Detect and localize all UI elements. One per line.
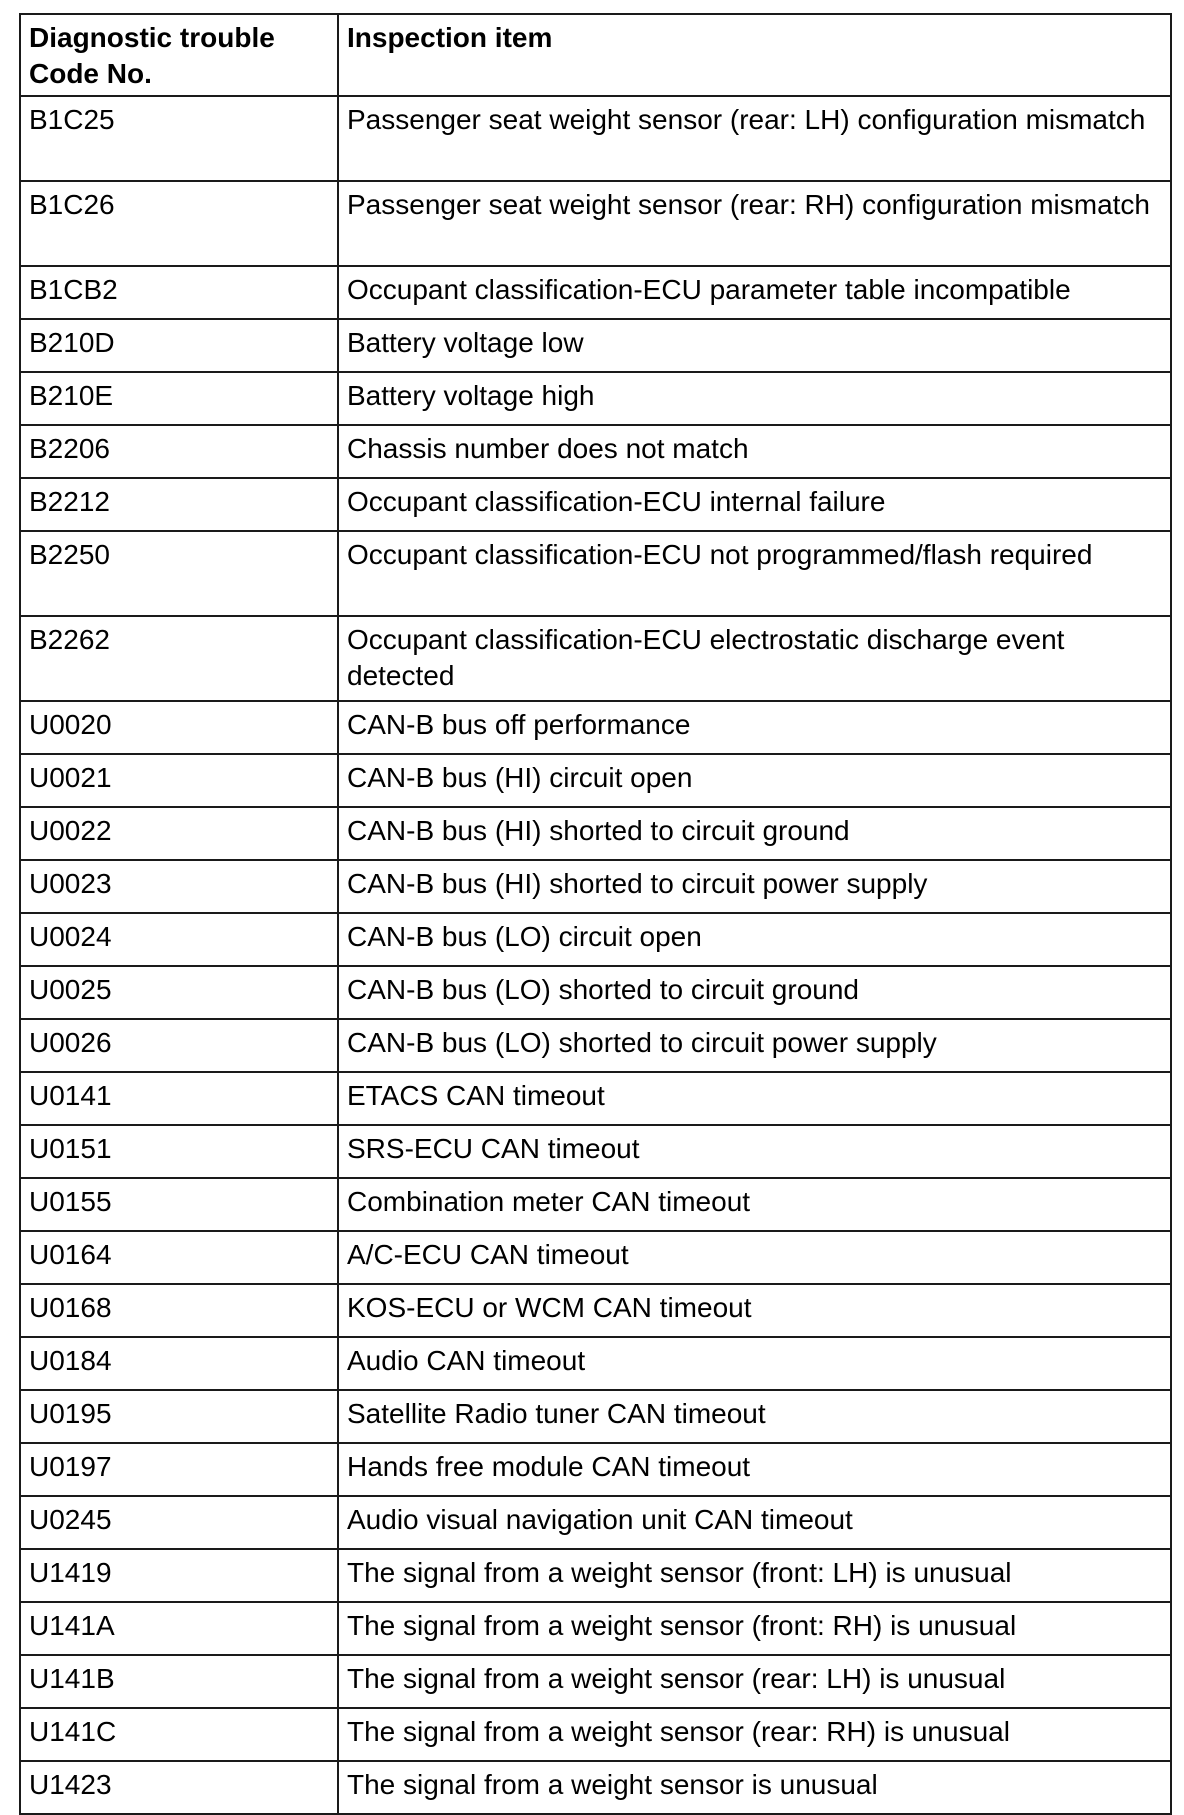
dtc-code: U0168 bbox=[20, 1284, 338, 1337]
inspection-item: The signal from a weight sensor (front: LH) is unusual bbox=[338, 1549, 1171, 1602]
dtc-code: U0164 bbox=[20, 1231, 338, 1284]
dtc-code: U0184 bbox=[20, 1337, 338, 1390]
table-row bbox=[20, 1496, 1171, 1549]
table-row bbox=[20, 372, 1171, 425]
dtc-code: U0141 bbox=[20, 1072, 338, 1125]
inspection-item: The signal from a weight sensor (front: RH) is unusual bbox=[338, 1602, 1171, 1655]
table-row bbox=[20, 531, 1171, 616]
inspection-item: Battery voltage high bbox=[338, 372, 1171, 425]
table-row bbox=[20, 1337, 1171, 1390]
inspection-item: Passenger seat weight sensor (rear: RH) configuration mismatch bbox=[338, 181, 1171, 266]
inspection-item: The signal from a weight sensor (rear: RH) is unusual bbox=[338, 1708, 1171, 1761]
dtc-code: U0023 bbox=[20, 860, 338, 913]
dtc-code: B210E bbox=[20, 372, 338, 425]
dtc-code: B2212 bbox=[20, 478, 338, 531]
inspection-item: CAN-B bus (HI) shorted to circuit ground bbox=[338, 807, 1171, 860]
table-row bbox=[20, 1125, 1171, 1178]
table-row bbox=[20, 425, 1171, 478]
inspection-item: KOS-ECU or WCM CAN timeout bbox=[338, 1284, 1171, 1337]
inspection-item: Occupant classification-ECU electrostatic discharge event detected bbox=[338, 616, 1171, 701]
dtc-code: U141C bbox=[20, 1708, 338, 1761]
dtc-code: U0245 bbox=[20, 1496, 338, 1549]
header-code: Diagnostic trouble Code No. bbox=[20, 14, 338, 96]
dtc-code: B210D bbox=[20, 319, 338, 372]
dtc-code: U0022 bbox=[20, 807, 338, 860]
inspection-item: SRS-ECU CAN timeout bbox=[338, 1125, 1171, 1178]
inspection-item: Chassis number does not match bbox=[338, 425, 1171, 478]
table-row bbox=[20, 913, 1171, 966]
table-row bbox=[20, 1761, 1171, 1814]
dtc-code: U141A bbox=[20, 1602, 338, 1655]
inspection-item: The signal from a weight sensor is unusual bbox=[338, 1761, 1171, 1814]
table-row bbox=[20, 1072, 1171, 1125]
inspection-item: Satellite Radio tuner CAN timeout bbox=[338, 1390, 1171, 1443]
dtc-code: U0026 bbox=[20, 1019, 338, 1072]
dtc-code: U0025 bbox=[20, 966, 338, 1019]
dtc-table bbox=[19, 13, 1172, 1815]
dtc-code: U0151 bbox=[20, 1125, 338, 1178]
table-row bbox=[20, 478, 1171, 531]
table-row bbox=[20, 860, 1171, 913]
table-row bbox=[20, 754, 1171, 807]
table-row bbox=[20, 266, 1171, 319]
inspection-item: CAN-B bus (LO) shorted to circuit ground bbox=[338, 966, 1171, 1019]
inspection-item: Occupant classification-ECU parameter table incompatible bbox=[338, 266, 1171, 319]
inspection-item: Combination meter CAN timeout bbox=[338, 1178, 1171, 1231]
dtc-code: U0020 bbox=[20, 701, 338, 754]
table-row bbox=[20, 96, 1171, 181]
table-row bbox=[20, 1443, 1171, 1496]
inspection-item: CAN-B bus off performance bbox=[338, 701, 1171, 754]
inspection-item: The signal from a weight sensor (rear: LH) is unusual bbox=[338, 1655, 1171, 1708]
dtc-code: U1419 bbox=[20, 1549, 338, 1602]
table-row bbox=[20, 1390, 1171, 1443]
dtc-code: B2250 bbox=[20, 531, 338, 616]
table-row bbox=[20, 1708, 1171, 1761]
table-row bbox=[20, 1602, 1171, 1655]
table-row bbox=[20, 1178, 1171, 1231]
inspection-item: CAN-B bus (LO) circuit open bbox=[338, 913, 1171, 966]
dtc-code: B1C25 bbox=[20, 96, 338, 181]
table-header bbox=[20, 14, 1171, 96]
header-row bbox=[20, 14, 1171, 96]
dtc-code: B2262 bbox=[20, 616, 338, 701]
dtc-code: B1CB2 bbox=[20, 266, 338, 319]
inspection-item: Battery voltage low bbox=[338, 319, 1171, 372]
table-row bbox=[20, 807, 1171, 860]
table-row bbox=[20, 701, 1171, 754]
table-row bbox=[20, 616, 1171, 701]
table-row bbox=[20, 181, 1171, 266]
table-row bbox=[20, 319, 1171, 372]
inspection-item: Hands free module CAN timeout bbox=[338, 1443, 1171, 1496]
inspection-item: Occupant classification-ECU internal failure bbox=[338, 478, 1171, 531]
inspection-item: A/C-ECU CAN timeout bbox=[338, 1231, 1171, 1284]
table-row bbox=[20, 1019, 1171, 1072]
table-row bbox=[20, 1284, 1171, 1337]
dtc-code: U0155 bbox=[20, 1178, 338, 1231]
dtc-code: U0197 bbox=[20, 1443, 338, 1496]
table-row bbox=[20, 1549, 1171, 1602]
dtc-code: B1C26 bbox=[20, 181, 338, 266]
header-inspection-item: Inspection item bbox=[338, 14, 1171, 96]
dtc-code: U0195 bbox=[20, 1390, 338, 1443]
table-row bbox=[20, 966, 1171, 1019]
table-row bbox=[20, 1231, 1171, 1284]
dtc-code: U1423 bbox=[20, 1761, 338, 1814]
dtc-code: U0024 bbox=[20, 913, 338, 966]
dtc-code: B2206 bbox=[20, 425, 338, 478]
inspection-item: Passenger seat weight sensor (rear: LH) configuration mismatch bbox=[338, 96, 1171, 181]
inspection-item: CAN-B bus (HI) circuit open bbox=[338, 754, 1171, 807]
inspection-item: CAN-B bus (HI) shorted to circuit power supply bbox=[338, 860, 1171, 913]
inspection-item: Audio CAN timeout bbox=[338, 1337, 1171, 1390]
inspection-item: CAN-B bus (LO) shorted to circuit power supply bbox=[338, 1019, 1171, 1072]
inspection-item: ETACS CAN timeout bbox=[338, 1072, 1171, 1125]
table-body bbox=[20, 96, 1171, 1814]
dtc-code: U141B bbox=[20, 1655, 338, 1708]
dtc-code: U0021 bbox=[20, 754, 338, 807]
table-row bbox=[20, 1655, 1171, 1708]
inspection-item: Occupant classification-ECU not programmed/flash required bbox=[338, 531, 1171, 616]
inspection-item: Audio visual navigation unit CAN timeout bbox=[338, 1496, 1171, 1549]
